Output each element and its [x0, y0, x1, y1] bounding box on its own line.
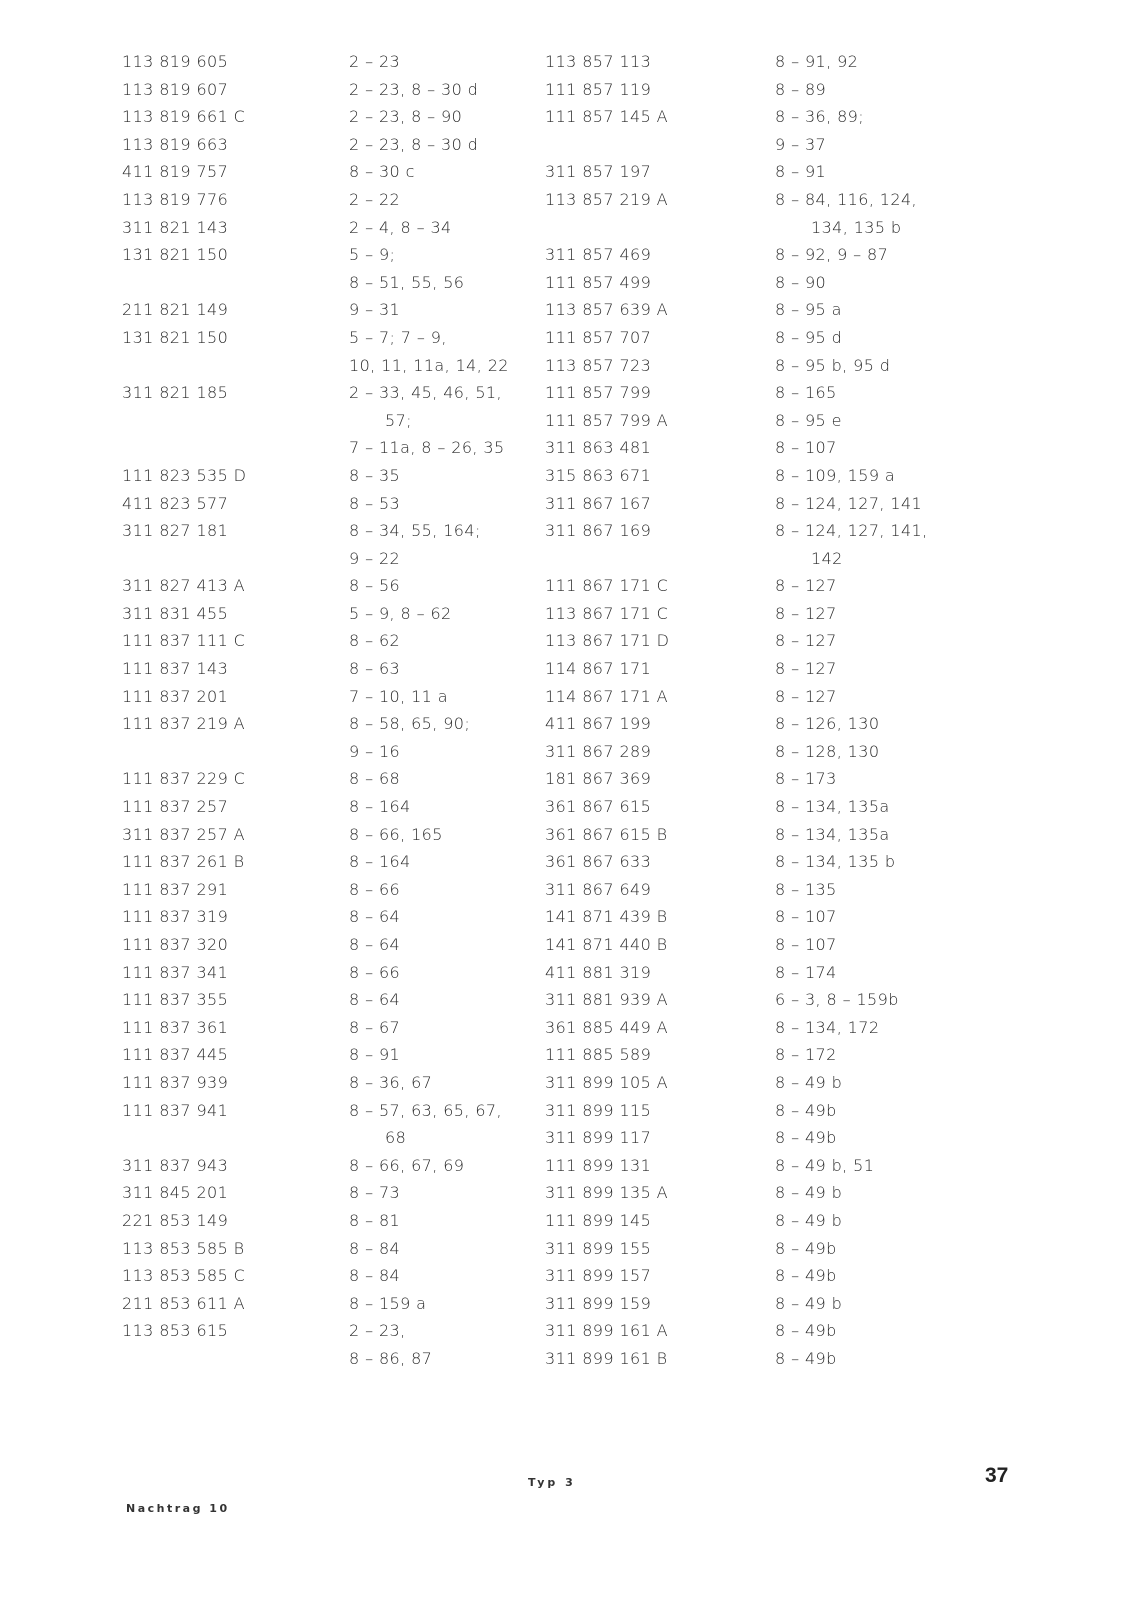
- part-number: [122, 407, 332, 435]
- page-reference: 8 – 53: [349, 493, 401, 513]
- page-reference: 9 – 22: [349, 548, 401, 568]
- page-reference: 8 – 49b: [775, 1100, 837, 1120]
- page-reference: 2 – 23, 8 – 90: [349, 107, 463, 127]
- part-number: 131 821 150: [122, 327, 229, 347]
- page-reference: 8 – 49 b: [775, 1183, 843, 1203]
- page-reference: 8 – 62: [349, 631, 401, 651]
- part-number: 361 867 633: [545, 852, 652, 872]
- page-reference: 8 – 81: [349, 1210, 401, 1230]
- part-number: 221 853 149: [122, 1210, 229, 1230]
- part-number: [545, 214, 755, 242]
- part-number: 311 867 649: [545, 879, 652, 899]
- page-reference: 8 – 84: [349, 1238, 401, 1258]
- page-reference: 5 – 9;: [349, 245, 396, 265]
- page-reference: 8 – 124, 127, 141: [775, 493, 923, 513]
- page-reference: 8 – 127: [775, 576, 837, 596]
- page-reference: 8 – 159 a: [349, 1293, 427, 1313]
- part-number: 111 837 261 B: [122, 852, 245, 872]
- part-number: 111 837 939: [122, 1072, 229, 1092]
- page-reference: 8 – 68: [349, 769, 401, 789]
- part-number: 111 885 589: [545, 1045, 652, 1065]
- page-reference: 8 – 134, 135a: [775, 797, 890, 817]
- page-reference: 8 – 49 b: [775, 1072, 843, 1092]
- part-number: 111 837 201: [122, 686, 229, 706]
- page-reference: 2 – 23, 8 – 30 d: [349, 79, 479, 99]
- part-number: 311 821 185: [122, 383, 229, 403]
- page-reference: 134, 135 b: [811, 217, 902, 237]
- part-number: 113 819 776: [122, 189, 229, 209]
- part-number: 113 857 723: [545, 355, 652, 375]
- part-number: 113 853 615: [122, 1321, 229, 1341]
- page-reference: 8 – 91: [349, 1045, 401, 1065]
- part-number: [122, 738, 332, 766]
- page-reference: 8 – 34, 55, 164;: [349, 521, 481, 541]
- page-reference: 8 – 58, 65, 90;: [349, 714, 471, 734]
- part-number: 111 899 131: [545, 1155, 652, 1175]
- part-number: 111 837 320: [122, 935, 229, 954]
- page-reference: 8 – 86, 87: [349, 1348, 433, 1368]
- part-number: 111 837 941: [122, 1100, 229, 1120]
- part-number: 211 821 149: [122, 300, 229, 320]
- page-reference: 8 – 49b: [775, 1266, 837, 1286]
- right-part-numbers-column: [545, 48, 755, 1373]
- page-reference: 8 – 134, 172: [775, 1017, 880, 1037]
- part-number: 311 863 481: [545, 438, 652, 458]
- part-number: 113 853 585 B: [122, 1238, 245, 1258]
- part-number: 411 881 319: [545, 962, 652, 982]
- part-number: 111 837 361: [122, 1017, 229, 1037]
- page-reference: 8 – 66: [349, 879, 401, 899]
- part-number: 311 845 201: [122, 1183, 229, 1203]
- page-reference: 8 – 84, 116, 124,: [775, 189, 918, 209]
- page-reference: 8 – 126, 130: [775, 714, 880, 734]
- part-number: 111 837 111 C: [122, 631, 246, 651]
- part-number: 111 837 319: [122, 907, 229, 927]
- page-reference: 9 – 16: [349, 741, 401, 761]
- left-part-numbers-column: [122, 48, 332, 1373]
- part-number: 311 857 469: [545, 245, 652, 265]
- part-number: 111 857 119: [545, 79, 652, 99]
- page-reference: 8 – 64: [349, 907, 401, 927]
- part-number: 311 899 115: [545, 1100, 652, 1120]
- page-reference: 8 – 90: [775, 272, 827, 292]
- page-reference: 8 – 107: [775, 438, 837, 458]
- part-number: 311 899 117: [545, 1128, 652, 1148]
- part-number: 113 819 607: [122, 79, 229, 99]
- page-reference: 9 – 31: [349, 300, 401, 320]
- page-reference: 8 – 49 b: [775, 1293, 843, 1313]
- part-number: [122, 434, 332, 462]
- page-reference: 8 – 135: [775, 879, 837, 899]
- part-number: 113 819 663: [122, 134, 229, 154]
- part-number: 411 819 757: [122, 162, 229, 182]
- page-reference: 7 – 10, 11 a: [349, 686, 448, 706]
- page-reference: 8 – 127: [775, 603, 837, 623]
- page-reference: 8 – 63: [349, 659, 401, 679]
- page-reference: 57;: [385, 410, 412, 430]
- part-number: 311 867 167: [545, 493, 652, 513]
- part-number: 114 867 171: [545, 659, 652, 679]
- page-reference: 8 – 67: [349, 1017, 401, 1037]
- part-number: 361 885 449 A: [545, 1017, 669, 1037]
- page-reference: 2 – 23,: [349, 1321, 406, 1341]
- part-number: [122, 269, 332, 297]
- page-reference: 8 – 84: [349, 1266, 401, 1286]
- part-number: 361 867 615: [545, 797, 652, 817]
- part-number: [122, 545, 332, 573]
- part-number: 311 837 257 A: [122, 824, 246, 844]
- page-number: 37: [985, 1464, 1009, 1487]
- page-reference: 2 – 33, 45, 46, 51,: [349, 383, 502, 403]
- page-reference: 9 – 37: [775, 134, 827, 154]
- part-number: 113 819 605: [122, 52, 229, 71]
- page-reference: 5 – 9, 8 – 62: [349, 603, 452, 623]
- part-number: 311 899 105 A: [545, 1072, 669, 1092]
- page-reference: 8 – 95 a: [775, 300, 842, 320]
- page-reference: 8 – 49b: [775, 1238, 837, 1258]
- part-number: 114 867 171 A: [545, 686, 669, 706]
- page-reference: 8 – 134, 135a: [775, 824, 890, 844]
- page-reference: 68: [385, 1128, 407, 1148]
- part-number: 113 857 219 A: [545, 189, 669, 209]
- part-number: 131 821 150: [122, 245, 229, 265]
- part-number: 311 899 161 B: [545, 1348, 668, 1368]
- part-number: 311 899 155: [545, 1238, 652, 1258]
- footer-supplement-label: Nachtrag 10: [126, 1502, 230, 1515]
- part-number: 311 867 289: [545, 741, 652, 761]
- part-number: 111 837 355: [122, 990, 229, 1010]
- page-reference: 8 – 91: [775, 162, 827, 182]
- page-reference: 8 – 51, 55, 56: [349, 272, 465, 292]
- part-number: 111 837 219 A: [122, 714, 246, 734]
- part-number: 141 871 440 B: [545, 935, 668, 954]
- part-number: 113 867 171 C: [545, 603, 669, 623]
- part-number: 361 867 615 B: [545, 824, 668, 844]
- part-number: 311 899 135 A: [545, 1183, 669, 1203]
- page-reference: 8 – 92, 9 – 87: [775, 245, 889, 265]
- part-number: 311 899 157: [545, 1266, 652, 1286]
- part-number: 411 867 199: [545, 714, 652, 734]
- page-reference: 8 – 107: [775, 907, 837, 927]
- part-number: 141 871 439 B: [545, 907, 668, 927]
- page-reference: 8 – 56: [349, 576, 401, 596]
- page-reference: 8 – 109, 159 a: [775, 465, 896, 485]
- page-reference: 10, 11, 11a, 14, 22: [349, 355, 509, 375]
- page-reference: 8 – 64: [349, 935, 401, 954]
- part-number: 111 857 145 A: [545, 107, 669, 127]
- page-reference: 8 – 172: [775, 1045, 837, 1065]
- part-number: 111 837 291: [122, 879, 229, 899]
- page-reference: 8 – 95 e: [775, 410, 842, 430]
- page-reference: 8 – 35: [349, 465, 401, 485]
- page-reference: 8 – 89: [775, 79, 827, 99]
- page-reference: 8 – 49b: [775, 1348, 837, 1368]
- part-number: 311 899 161 A: [545, 1321, 669, 1341]
- page-reference: 8 – 124, 127, 141,: [775, 521, 928, 541]
- part-number: [545, 545, 755, 573]
- part-number: 181 867 369: [545, 769, 652, 789]
- page-reference: 8 – 164: [349, 852, 411, 872]
- page-reference: 6 – 3, 8 – 159b: [775, 990, 899, 1010]
- part-number: 311 827 413 A: [122, 576, 246, 596]
- part-number: 311 857 197: [545, 162, 652, 182]
- page-reference: 8 – 165: [775, 383, 837, 403]
- part-number: 311 867 169: [545, 521, 652, 541]
- page-reference: 8 – 49b: [775, 1128, 837, 1148]
- page-reference: 8 – 30 c: [349, 162, 415, 182]
- page-reference: 2 – 23, 8 – 30 d: [349, 134, 479, 154]
- page-reference: 8 – 57, 63, 65, 67,: [349, 1100, 502, 1120]
- page-reference: 8 – 36, 89;: [775, 107, 865, 127]
- part-number: 411 823 577: [122, 493, 229, 513]
- page-reference: 8 – 49b: [775, 1321, 837, 1341]
- right-references-column: [775, 48, 1015, 1373]
- page-reference: 8 – 66: [349, 962, 401, 982]
- page-reference: 8 – 164: [349, 797, 411, 817]
- part-number: 211 853 611 A: [122, 1293, 246, 1313]
- left-references-column: [349, 48, 539, 1373]
- page-reference: 8 – 127: [775, 659, 837, 679]
- page-reference: 8 – 173: [775, 769, 837, 789]
- part-number: 311 827 181: [122, 521, 229, 541]
- part-number: 111 823 535 D: [122, 465, 247, 485]
- part-number: 111 857 799: [545, 383, 652, 403]
- page-reference: 8 – 36, 67: [349, 1072, 433, 1092]
- page-reference: 8 – 73: [349, 1183, 401, 1203]
- page-reference: 8 – 64: [349, 990, 401, 1010]
- page-reference: 5 – 7; 7 – 9,: [349, 327, 447, 347]
- part-number: 111 857 799 A: [545, 410, 669, 430]
- page-reference: 8 – 66, 67, 69: [349, 1155, 465, 1175]
- part-number: 111 899 145: [545, 1210, 652, 1230]
- page-reference: 8 – 128, 130: [775, 741, 880, 761]
- part-number: 111 837 143: [122, 659, 229, 679]
- page-reference: 8 – 127: [775, 686, 837, 706]
- part-number: 315 863 671: [545, 465, 652, 485]
- page-reference: 8 – 49 b: [775, 1210, 843, 1230]
- part-number: [122, 1345, 332, 1373]
- part-number: 113 819 661 C: [122, 107, 246, 127]
- part-number: 113 867 171 D: [545, 631, 670, 651]
- part-number: 111 837 257: [122, 797, 229, 817]
- part-number: 111 837 341: [122, 962, 229, 982]
- part-number: 311 837 943: [122, 1155, 229, 1175]
- page-reference: 8 – 174: [775, 962, 837, 982]
- page-reference: 142: [811, 548, 843, 568]
- page-reference: 8 – 95 d: [775, 327, 843, 347]
- page-reference: 2 – 4, 8 – 34: [349, 217, 452, 237]
- part-number: 111 867 171 C: [545, 576, 669, 596]
- part-number: 311 899 159: [545, 1293, 652, 1313]
- page-reference: 7 – 11a, 8 – 26, 35: [349, 438, 505, 458]
- page-reference: 2 – 23: [349, 52, 401, 71]
- page-reference: 2 – 22: [349, 189, 401, 209]
- page-reference: 8 – 127: [775, 631, 837, 651]
- part-number: 311 881 939 A: [545, 990, 669, 1010]
- footer-type-label: Typ 3: [528, 1476, 576, 1489]
- part-number: [122, 352, 332, 380]
- part-number: 311 821 143: [122, 217, 229, 237]
- page-reference: 8 – 91, 92: [775, 52, 859, 71]
- part-number: 311 831 455: [122, 603, 229, 623]
- part-number: [122, 1124, 332, 1152]
- page-reference: 8 – 134, 135 b: [775, 852, 896, 872]
- part-number: 111 837 445: [122, 1045, 229, 1065]
- part-number: 111 837 229 C: [122, 769, 246, 789]
- page-reference: 8 – 66, 165: [349, 824, 443, 844]
- page-reference: 8 – 49 b, 51: [775, 1155, 875, 1175]
- part-number: 111 857 707: [545, 327, 652, 347]
- part-number: [545, 131, 755, 159]
- page-reference: 8 – 107: [775, 935, 837, 954]
- part-number: 113 857 113: [545, 52, 652, 71]
- page-reference: 8 – 95 b, 95 d: [775, 355, 891, 375]
- part-number: 113 853 585 C: [122, 1266, 246, 1286]
- part-number: 111 857 499: [545, 272, 652, 292]
- part-number: 113 857 639 A: [545, 300, 669, 320]
